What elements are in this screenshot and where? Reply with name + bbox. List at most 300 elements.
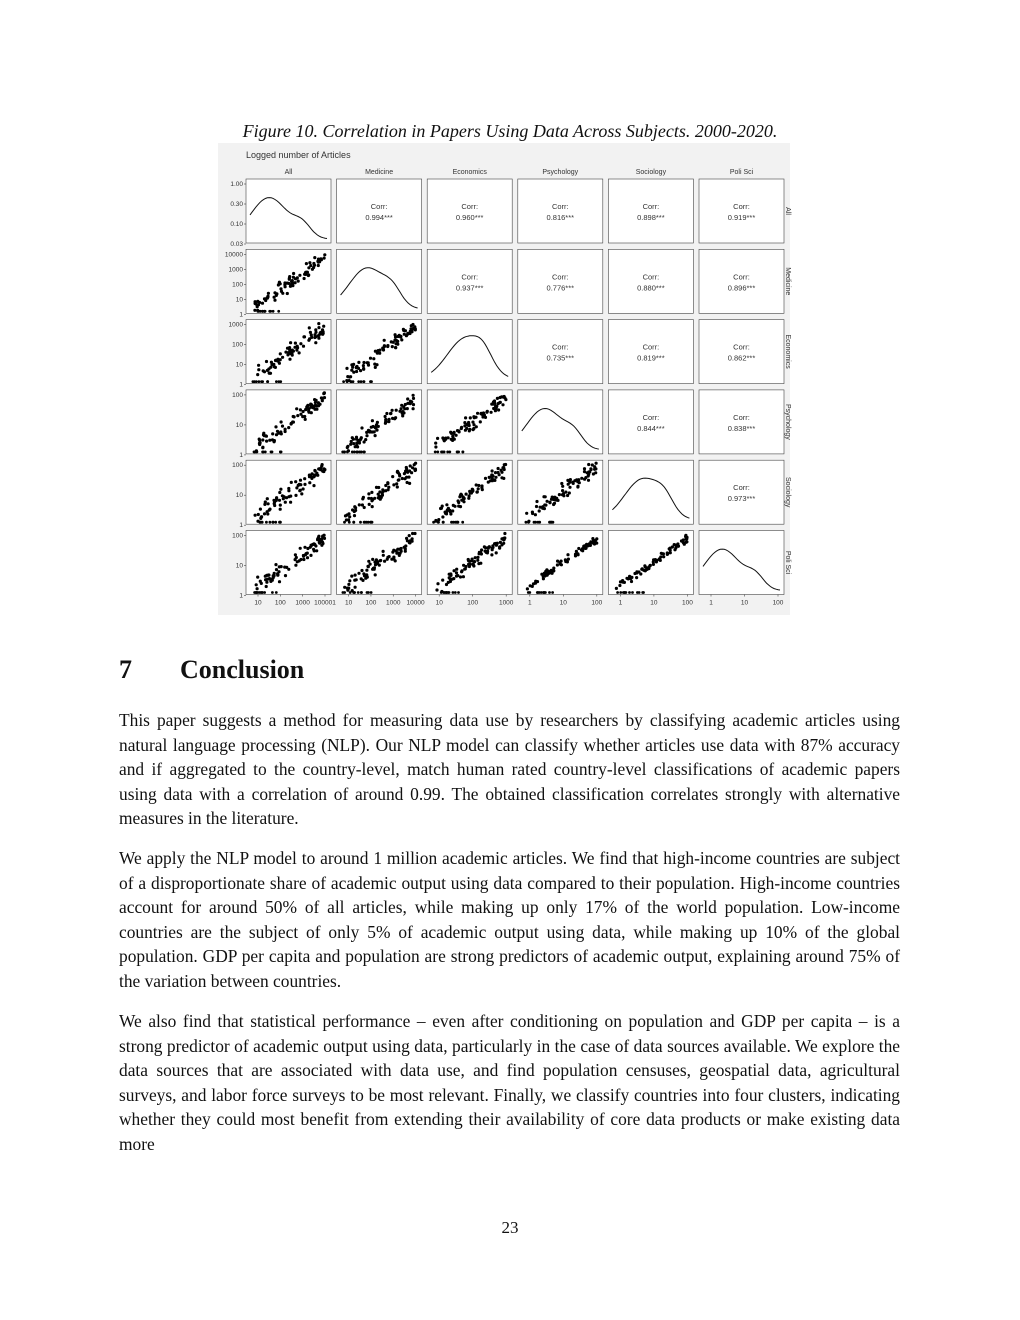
data-point: [587, 463, 590, 466]
data-point: [367, 560, 370, 563]
y-tick-label: 1: [239, 311, 243, 319]
data-point: [255, 380, 258, 383]
data-point: [350, 575, 353, 578]
data-point: [401, 414, 404, 417]
data-point: [495, 544, 498, 547]
data-point: [472, 427, 475, 430]
data-point: [404, 544, 407, 547]
data-point: [544, 574, 547, 577]
data-point: [370, 591, 373, 594]
data-point: [317, 337, 320, 340]
data-point: [292, 276, 295, 279]
data-point: [378, 495, 381, 498]
data-point: [266, 497, 269, 500]
data-point: [635, 576, 638, 579]
data-point: [256, 587, 259, 590]
data-point: [536, 591, 539, 594]
data-point: [261, 302, 264, 305]
corr-label: Corr:: [461, 272, 479, 282]
data-point: [374, 573, 377, 576]
data-point: [354, 586, 357, 589]
data-point: [282, 495, 285, 498]
data-point: [312, 542, 315, 545]
data-point: [313, 256, 316, 259]
panel-4-0: [246, 460, 331, 524]
data-point: [485, 411, 488, 414]
data-point: [461, 451, 464, 454]
panel-1-3: [518, 249, 603, 313]
data-point: [256, 305, 259, 308]
data-point: [462, 500, 465, 503]
data-point: [263, 370, 266, 373]
data-point: [375, 558, 378, 561]
data-point: [445, 512, 448, 515]
data-point: [274, 425, 277, 428]
data-point: [577, 478, 580, 481]
data-point: [465, 427, 468, 430]
data-point: [445, 503, 448, 506]
data-point: [355, 578, 358, 581]
data-point: [258, 591, 261, 594]
data-point: [345, 367, 348, 370]
panel-0-3: [518, 179, 603, 243]
panel-4-3: [518, 460, 603, 524]
y-tick-label: 100: [232, 532, 243, 540]
data-point: [618, 584, 621, 587]
data-point: [283, 566, 286, 569]
data-point: [652, 563, 655, 566]
corr-value: 0.898***: [637, 213, 665, 222]
data-point: [313, 408, 316, 411]
data-point: [395, 409, 398, 412]
data-point: [369, 380, 372, 383]
data-point: [278, 380, 281, 383]
corr-label: Corr:: [733, 483, 750, 493]
data-point: [406, 407, 409, 410]
data-point: [558, 493, 561, 496]
data-point: [279, 352, 282, 355]
data-point: [271, 438, 274, 441]
data-point: [462, 564, 465, 567]
data-point: [382, 348, 385, 351]
data-point: [619, 591, 622, 594]
data-point: [254, 300, 257, 303]
data-point: [552, 503, 555, 506]
data-point: [560, 482, 563, 485]
data-point: [349, 591, 352, 594]
data-point: [352, 363, 355, 366]
data-point: [356, 445, 359, 448]
data-point: [497, 408, 500, 411]
data-point: [272, 310, 275, 313]
data-point: [583, 467, 586, 470]
data-point: [280, 451, 283, 454]
data-point: [502, 542, 505, 545]
column-strip-psychology: Psychology: [542, 169, 579, 176]
data-point: [581, 549, 584, 552]
data-point: [413, 532, 416, 535]
corr-value: 0.960***: [455, 213, 484, 222]
data-point: [406, 471, 409, 474]
data-point: [392, 556, 395, 559]
y-tick-label: 100: [232, 462, 243, 470]
data-point: [396, 485, 399, 488]
y-tick-label: 100: [232, 391, 243, 399]
data-point: [271, 591, 274, 594]
data-point: [552, 567, 555, 570]
data-point: [350, 369, 353, 372]
data-point: [313, 336, 316, 339]
data-point: [447, 436, 450, 439]
data-point: [458, 430, 461, 433]
data-point: [258, 438, 261, 441]
data-point: [346, 589, 349, 592]
corr-label: Corr:: [370, 202, 388, 211]
data-point: [287, 426, 290, 429]
data-point: [308, 326, 311, 329]
data-point: [456, 574, 459, 577]
data-point: [299, 558, 302, 561]
data-point: [373, 430, 376, 433]
data-point: [321, 399, 324, 402]
figure-caption: Figure 10. Correlation in Papers Using Data Across Subjects. 2000-2020.: [242, 121, 778, 141]
data-point: [302, 487, 305, 490]
panel-3-1: [337, 390, 422, 454]
data-point: [534, 582, 537, 585]
data-point: [286, 292, 289, 295]
data-point: [479, 562, 482, 565]
data-point: [261, 446, 264, 449]
panel-frame: [518, 390, 603, 454]
data-point: [271, 432, 274, 435]
corr-label: Corr:: [733, 342, 750, 352]
data-point: [561, 485, 564, 488]
data-point: [302, 558, 305, 561]
x-tick-label: 100: [772, 599, 784, 607]
data-point: [593, 542, 596, 545]
data-point: [317, 536, 320, 539]
x-tick-label: 1: [709, 599, 713, 607]
data-point: [668, 547, 671, 550]
data-point: [587, 473, 590, 476]
y-tick-label: 1: [239, 451, 243, 459]
data-point: [498, 547, 501, 550]
data-point: [371, 419, 374, 422]
row-strip-poli-sci: Poli Sci: [784, 550, 791, 575]
data-point: [318, 258, 321, 261]
data-point: [258, 443, 261, 446]
data-point: [257, 364, 260, 367]
data-point: [268, 439, 271, 442]
data-point: [321, 463, 324, 466]
data-point: [550, 569, 553, 572]
data-point: [273, 296, 276, 299]
panel-2-0: [246, 320, 331, 384]
data-point: [666, 552, 669, 555]
data-point: [309, 546, 312, 549]
data-point: [300, 492, 303, 495]
data-point: [404, 547, 407, 550]
data-point: [289, 283, 292, 286]
corr-value: 0.819***: [637, 353, 665, 363]
column-strip-poli-sci: Poli Sci: [729, 169, 754, 176]
data-point: [265, 435, 268, 438]
data-point: [267, 367, 270, 370]
data-point: [303, 277, 306, 280]
data-point: [371, 521, 374, 524]
data-point: [257, 513, 260, 516]
data-point: [304, 272, 307, 275]
data-point: [628, 575, 631, 578]
data-point: [279, 287, 282, 290]
data-point: [308, 481, 311, 484]
panel-1-1: [337, 249, 422, 313]
data-point: [389, 412, 392, 415]
data-point: [437, 518, 440, 521]
data-point: [360, 577, 363, 580]
data-point: [294, 342, 297, 345]
data-point: [269, 372, 272, 375]
data-point: [494, 476, 497, 479]
data-point: [278, 282, 281, 285]
data-point: [502, 538, 505, 541]
corr-label: Corr:: [551, 342, 569, 352]
data-point: [299, 547, 302, 550]
panel-2-4: [608, 320, 693, 384]
data-point: [268, 508, 271, 511]
x-tick-label: 100: [467, 599, 479, 607]
data-point: [294, 480, 297, 483]
data-point: [662, 555, 665, 558]
y-tick-label: 1000: [228, 321, 243, 329]
data-point: [436, 582, 439, 585]
data-point: [322, 467, 325, 470]
data-point: [616, 591, 619, 594]
data-point: [407, 476, 410, 479]
data-point: [303, 483, 306, 486]
data-point: [355, 366, 358, 369]
data-point: [397, 478, 400, 481]
data-point: [583, 478, 586, 481]
page-number: 23: [501, 1218, 519, 1237]
data-point: [269, 578, 272, 581]
data-point: [265, 440, 268, 443]
data-point: [263, 512, 266, 515]
data-point: [365, 434, 368, 437]
data-point: [539, 506, 542, 509]
data-point: [367, 565, 370, 568]
data-point: [315, 549, 318, 552]
data-point: [457, 499, 460, 502]
y-tick-label: 10000: [224, 251, 243, 259]
data-point: [476, 559, 479, 562]
panel-0-0: [246, 179, 331, 243]
panel-5-2: [427, 531, 512, 595]
data-point: [348, 521, 351, 524]
data-point: [503, 532, 506, 535]
data-point: [412, 403, 415, 406]
data-point: [437, 521, 440, 524]
data-point: [434, 442, 437, 445]
data-point: [474, 556, 477, 559]
data-point: [261, 451, 264, 454]
data-point: [346, 380, 349, 383]
data-point: [341, 451, 344, 454]
data-point: [279, 358, 282, 361]
data-point: [278, 362, 281, 365]
data-point: [649, 564, 652, 567]
data-point: [383, 345, 386, 348]
data-point: [349, 443, 352, 446]
data-point: [490, 553, 493, 556]
data-point: [312, 262, 315, 265]
data-point: [280, 420, 283, 423]
data-point: [525, 512, 528, 515]
data-point: [312, 548, 315, 551]
data-point: [463, 497, 466, 500]
data-point: [494, 471, 497, 474]
data-point: [317, 404, 320, 407]
data-point: [362, 451, 365, 454]
data-point: [261, 438, 264, 441]
data-point: [312, 475, 315, 478]
data-point: [490, 403, 493, 406]
data-point: [388, 418, 391, 421]
data-point: [278, 491, 281, 494]
data-point: [290, 481, 293, 484]
data-point: [353, 591, 356, 594]
data-point: [256, 576, 259, 579]
data-point: [274, 359, 277, 362]
data-point: [318, 542, 321, 545]
data-point: [487, 547, 490, 550]
data-point: [412, 397, 415, 400]
data-point: [354, 506, 357, 509]
data-point: [531, 512, 534, 515]
data-point: [449, 580, 452, 583]
y-tick-label: 1.00: [230, 181, 243, 188]
corr-value: 0.919***: [727, 213, 756, 222]
data-point: [305, 262, 308, 265]
data-point: [279, 521, 282, 524]
data-point: [571, 481, 574, 484]
data-point: [580, 477, 583, 480]
data-point: [445, 583, 448, 586]
data-point: [408, 540, 411, 543]
data-point: [383, 339, 386, 342]
data-point: [556, 560, 559, 563]
data-point: [386, 345, 389, 348]
data-point: [659, 559, 662, 562]
data-point: [272, 575, 275, 578]
data-point: [673, 548, 676, 551]
y-tick-label: 10: [235, 361, 243, 369]
panel-5-1: [337, 531, 422, 595]
data-point: [308, 261, 311, 264]
data-point: [303, 546, 306, 549]
data-point: [303, 477, 306, 480]
panel-5-3: [518, 531, 603, 595]
data-point: [661, 552, 664, 555]
data-point: [360, 426, 363, 429]
data-point: [321, 328, 324, 331]
data-point: [461, 521, 464, 524]
data-point: [301, 415, 304, 418]
data-point: [375, 423, 378, 426]
row-strip-economics: Economics: [784, 334, 791, 369]
paragraph-2: We apply the NLP model to around 1 million academic articles. We find that high-income countries are subject of a disproportionate share of academic output using data compared to their population. High-income countries account for around 50% of all articles, while making up only 17% of the world population. Low-income countries are the subject of only 5% of academic output using data, while making up 10% of the global population. GDP per capita and population are strong predictors of academic output, explaining around 75% of the variation between countries.: [119, 848, 900, 991]
data-point: [467, 497, 470, 500]
data-point: [352, 442, 355, 445]
data-point: [378, 349, 381, 352]
data-point: [439, 507, 442, 510]
data-point: [373, 363, 376, 366]
data-point: [354, 574, 357, 577]
data-point: [410, 330, 413, 333]
data-point: [306, 404, 309, 407]
data-point: [566, 553, 569, 556]
data-point: [382, 554, 385, 557]
data-point: [459, 505, 462, 508]
data-point: [367, 521, 370, 524]
data-point: [279, 488, 282, 491]
row-strip-all: All: [784, 207, 791, 215]
data-point: [564, 491, 567, 494]
data-point: [435, 588, 438, 591]
data-point: [500, 471, 503, 474]
row-strip-sociology: Sociology: [784, 477, 791, 508]
data-point: [266, 297, 269, 300]
corr-label: Corr:: [642, 342, 660, 352]
panel-0-1: [337, 179, 422, 243]
data-point: [314, 341, 317, 344]
data-point: [264, 578, 267, 581]
data-point: [270, 451, 273, 454]
data-point: [365, 569, 368, 572]
data-point: [636, 591, 639, 594]
data-point: [288, 348, 291, 351]
corr-value: 0.735***: [546, 353, 575, 363]
panel-3-3: [518, 390, 603, 454]
data-point: [352, 521, 355, 524]
data-point: [577, 547, 580, 550]
data-point: [346, 445, 349, 448]
data-point: [475, 483, 478, 486]
data-point: [265, 521, 268, 524]
data-point: [357, 361, 360, 364]
data-point: [346, 451, 349, 454]
row-strip-psychology: Psychology: [784, 404, 791, 440]
data-point: [526, 587, 529, 590]
data-point: [484, 546, 487, 549]
data-point: [296, 345, 299, 348]
x-tick-label: 1000: [498, 599, 514, 607]
data-point: [482, 411, 485, 414]
corr-value: 0.776***: [546, 283, 575, 293]
data-point: [256, 300, 259, 303]
data-point: [491, 544, 494, 547]
data-point: [398, 473, 401, 476]
data-point: [369, 357, 372, 360]
data-point: [266, 380, 269, 383]
panel-1-4: [608, 249, 693, 313]
data-point: [592, 472, 595, 475]
data-point: [560, 563, 563, 566]
data-point: [621, 579, 624, 582]
data-point: [281, 356, 284, 359]
data-point: [564, 558, 567, 561]
data-point: [493, 399, 496, 402]
